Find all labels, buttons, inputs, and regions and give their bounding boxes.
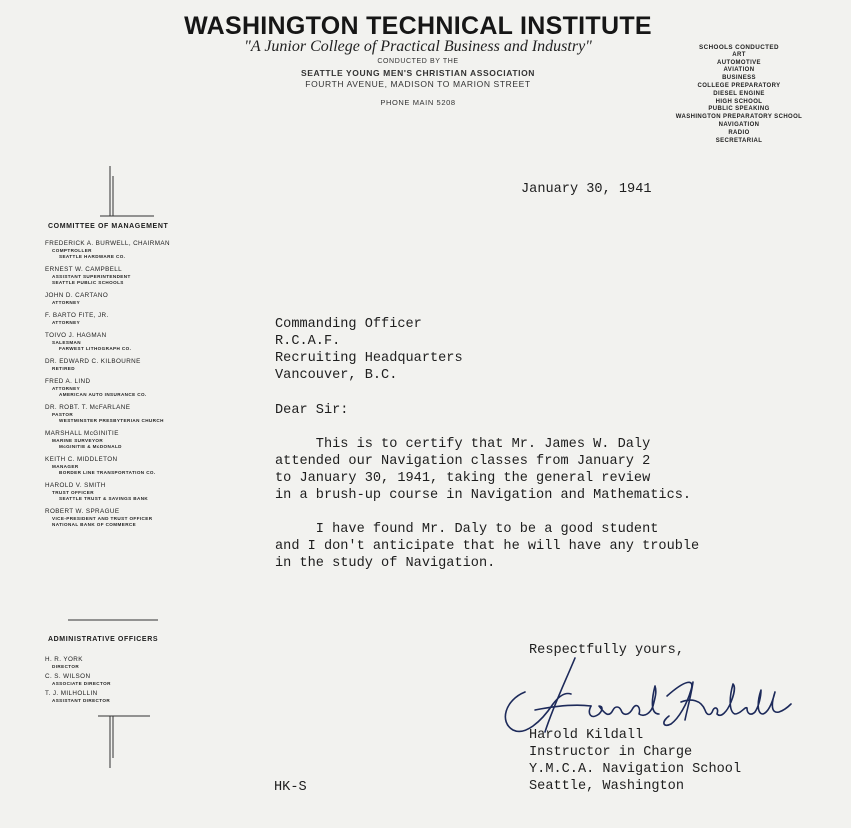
street-address: FOURTH AVENUE, MADISON TO MARION STREET <box>305 79 531 89</box>
letterhead-tagline: "A Junior College of Practical Business and Industry" <box>244 38 592 55</box>
body-line: and I don't anticipate that he will have any trouble <box>275 539 700 554</box>
letter-body <box>275 436 699 572</box>
member-role: PASTOR <box>52 412 74 417</box>
member-name: TOIVO J. HAGMAN <box>45 332 107 339</box>
school-item: SECRETARIAL <box>715 137 763 144</box>
officer-name: C. S. WILSON <box>45 673 91 680</box>
member-role: MANAGER <box>52 464 79 469</box>
schools-list <box>668 44 810 145</box>
member-name: HAROLD V. SMITH <box>45 482 106 489</box>
member-role: RETIRED <box>52 366 75 371</box>
member-role: ATTORNEY <box>52 386 81 391</box>
member-name: KEITH C. MIDDLETON <box>45 456 118 463</box>
salutation: Dear Sir: <box>275 403 349 418</box>
member-name: ERNEST W. CAMPBELL <box>45 266 123 273</box>
sidebar-divider <box>68 618 160 624</box>
body-line: to January 30, 1941, taking the general review <box>275 471 651 486</box>
phone-number: PHONE MAIN 5208 <box>380 98 456 107</box>
association-name: SEATTLE YOUNG MEN'S CHRISTIAN ASSOCIATION <box>300 68 536 78</box>
committee-member <box>45 292 215 306</box>
member-name: F. BARTO FITE, JR. <box>45 312 109 319</box>
school-item: COLLEGE PREPARATORY <box>697 82 781 89</box>
committee-member <box>45 240 215 260</box>
committee-member <box>45 312 215 326</box>
officer-role: ASSOCIATE DIRECTOR <box>52 681 111 686</box>
member-org: SEATTLE TRUST & SAVINGS BANK <box>59 496 149 501</box>
member-org: WESTMINSTER PRESBYTERIAN CHURCH <box>59 418 164 423</box>
member-role: VICE-PRESIDENT AND TRUST OFFICER <box>52 516 153 521</box>
member-role: ATTORNEY <box>52 320 81 325</box>
officer <box>45 673 215 687</box>
school-item: PUBLIC SPEAKING <box>708 106 770 113</box>
school-item: ART <box>732 51 746 58</box>
body-line: in the study of Navigation. <box>275 556 496 571</box>
reference-initials: HK-S <box>274 780 307 795</box>
committee-member <box>45 358 215 372</box>
member-name: ROBERT W. SPRAGUE <box>45 508 120 515</box>
address-line: Vancouver, B.C. <box>275 368 398 383</box>
body-line: This is to certify that Mr. James W. Daly <box>275 437 651 452</box>
committee-member <box>45 266 215 286</box>
officers-title: ADMINISTRATIVE OFFICERS <box>48 636 159 643</box>
member-org: McGINITIE & McDONALD <box>59 444 122 449</box>
committee-member <box>45 332 215 352</box>
member-name: DR. ROBT. T. McFARLANE <box>45 404 131 411</box>
top-ornament <box>96 166 156 218</box>
signer-school: Y.M.C.A. Navigation School <box>529 762 742 777</box>
school-item: BUSINESS <box>722 75 756 82</box>
address-line: Commanding Officer <box>275 317 422 332</box>
body-line: in a brush-up course in Navigation and Mathematics. <box>275 488 692 503</box>
officer-name: H. R. YORK <box>45 656 83 663</box>
committee-list <box>45 240 215 534</box>
member-role: ASSISTANT SUPERINTENDENT <box>52 274 131 279</box>
member-name: JOHN D. CARTANO <box>45 292 109 299</box>
body-line <box>275 504 699 521</box>
school-item: WASHINGTON PREPARATORY SCHOOL <box>675 114 803 121</box>
body-line: attended our Navigation classes from January 2 <box>275 454 651 469</box>
committee-member <box>45 378 215 398</box>
school-item: AVIATION <box>723 67 755 74</box>
member-org: SEATTLE PUBLIC SCHOOLS <box>52 280 124 285</box>
member-org: SEATTLE HARDWARE CO. <box>59 254 126 259</box>
school-item: RADIO <box>728 129 750 136</box>
signer-city: Seattle, Washington <box>529 779 684 794</box>
signer-title: Instructor in Charge <box>529 745 693 760</box>
school-item: DIESEL ENGINE <box>713 90 765 97</box>
officer-role: DIRECTOR <box>52 664 80 669</box>
letterhead-title: WASHINGTON TECHNICAL INSTITUTE <box>184 12 652 40</box>
school-item: HIGH SCHOOL <box>715 98 763 105</box>
committee-member <box>45 456 215 476</box>
member-org: AMERICAN AUTO INSURANCE CO. <box>59 392 147 397</box>
body-line: I have found Mr. Daly to be a good student <box>275 522 659 537</box>
signer-block <box>529 727 741 795</box>
signer-name: Harold Kildall <box>529 728 644 743</box>
member-role: SALESMAN <box>52 340 81 345</box>
member-name: FREDERICK A. BURWELL, CHAIRMAN <box>45 240 170 247</box>
officer-role: ASSISTANT DIRECTOR <box>52 698 111 703</box>
committee-member <box>45 404 215 424</box>
committee-title: COMMITTEE OF MANAGEMENT <box>48 223 169 230</box>
bottom-ornament <box>96 714 156 770</box>
committee-member <box>45 482 215 502</box>
schools-title: SCHOOLS CONDUCTED <box>699 44 779 51</box>
committee-member <box>45 508 215 528</box>
member-role: TRUST OFFICER <box>52 490 94 495</box>
officers-list <box>45 656 215 707</box>
member-role: ATTORNEY <box>52 300 81 305</box>
member-name: MARSHALL McGINITIE <box>45 430 119 437</box>
member-role: MARINE SURVEYOR <box>52 438 104 443</box>
school-item: NAVIGATION <box>718 121 760 128</box>
address-line: Recruiting Headquarters <box>275 351 463 366</box>
officer <box>45 656 215 670</box>
officer <box>45 690 215 704</box>
school-item: AUTOMOTIVE <box>717 59 761 66</box>
member-name: DR. EDWARD C. KILBOURNE <box>45 358 141 365</box>
committee-member <box>45 430 215 450</box>
officer-name: T. J. MILHOLLIN <box>45 690 98 697</box>
conducted-by: CONDUCTED BY THE <box>377 58 459 65</box>
member-name: FRED A. LIND <box>45 378 91 385</box>
member-org: BORDER LINE TRANSPORTATION CO. <box>59 470 156 475</box>
member-org: FARWEST LITHOGRAPH CO. <box>59 346 132 351</box>
recipient-address <box>275 316 463 384</box>
closing: Respectfully yours, <box>529 643 684 658</box>
member-org: NATIONAL BANK OF COMMERCE <box>52 522 137 527</box>
member-role: COMPTROLLER <box>52 248 92 253</box>
letter-date: January 30, 1941 <box>521 182 652 197</box>
address-line: R.C.A.F. <box>275 334 341 349</box>
